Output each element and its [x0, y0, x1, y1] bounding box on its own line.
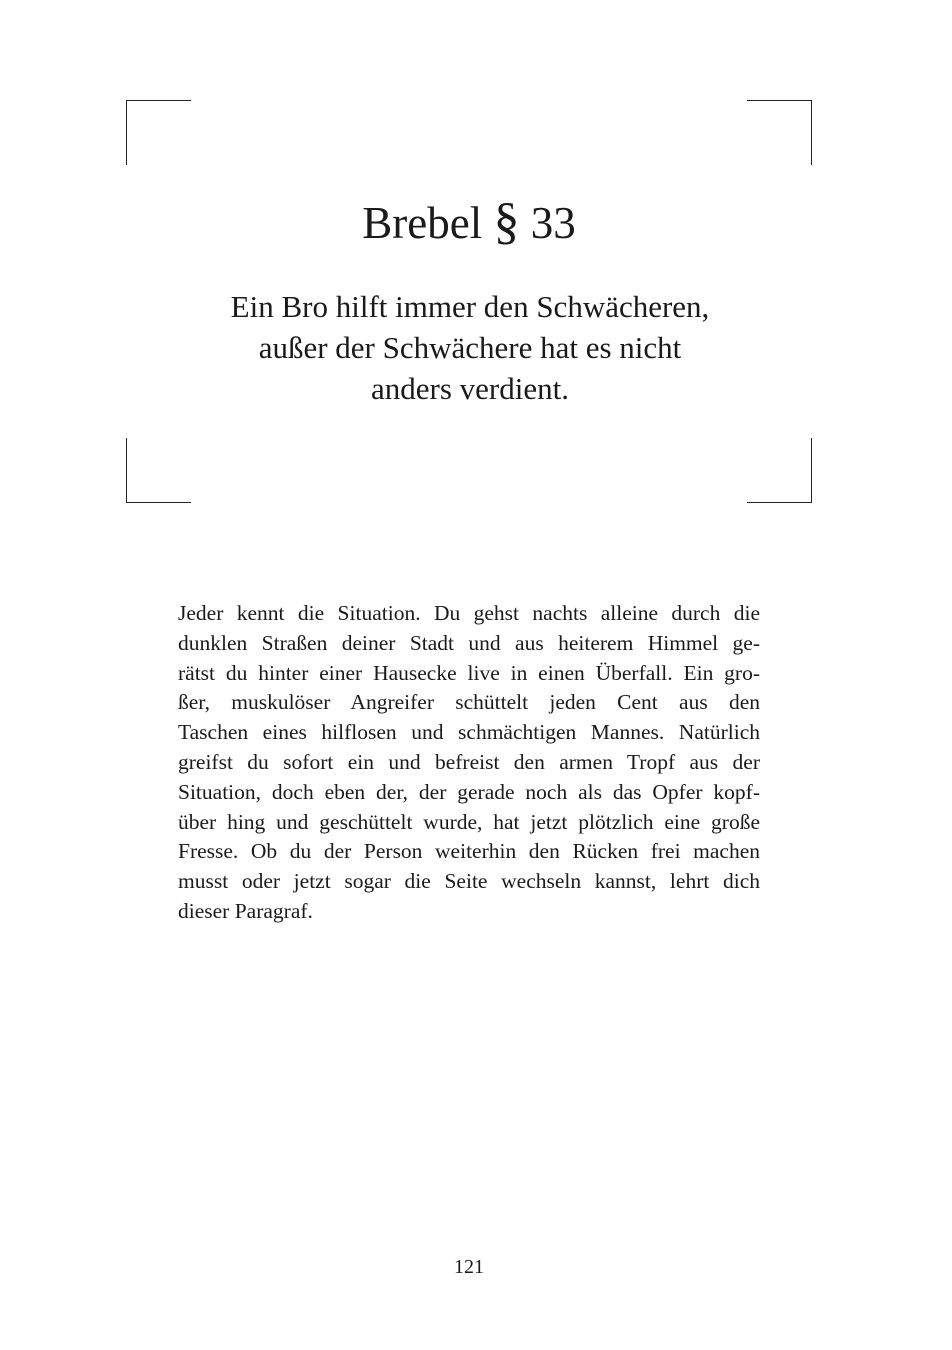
crop-mark-bottom-left [126, 438, 191, 503]
body-paragraph [178, 599, 760, 927]
body-line: Situation, doch eben der, der gerade noch als das Opfer kopf- [178, 779, 760, 804]
rule-statement [160, 286, 780, 409]
rule-line: anders verdient. [371, 371, 569, 406]
chapter-title [126, 192, 812, 253]
body-line: über hing und geschüttelt wurde, hat jetzt plötzlich eine große [178, 809, 760, 834]
body-line: dieser Paragraf. [178, 898, 313, 923]
body-line: dunklen Straßen deiner Stadt und aus heiterem Himmel ge- [178, 630, 760, 655]
body-line: Taschen eines hilflosen und schmächtigen Mannes. Natürlich [178, 720, 760, 745]
body-line: ßer, muskulöser Angreifer schüttelt jeden Cent aus den [178, 690, 760, 715]
rule-line: außer der Schwächere hat es nicht [258, 330, 682, 365]
page-number: 121 [454, 1256, 484, 1278]
crop-mark-top-left [126, 100, 191, 165]
body-line: Jeder kennt die Situation. Du gehst nachts alleine durch die [178, 601, 760, 625]
body-line: rätst du hinter einer Hausecke live in einen Überfall. Ein gro- [178, 660, 760, 685]
section-sign: § [493, 193, 520, 250]
title-prefix: Brebel [362, 198, 483, 248]
body-line: Fresse. Ob du der Person weiterhin den Rücken frei machen [178, 839, 760, 864]
rule-line: Ein Bro hilft immer den Schwächeren, [230, 289, 710, 324]
body-line: musst oder jetzt sogar die Seite wechseln kannst, lehrt dich [178, 869, 760, 894]
section-number: 33 [530, 198, 576, 248]
body-line: greifst du sofort ein und befreist den armen Tropf aus der [178, 749, 760, 774]
crop-mark-bottom-right [747, 438, 812, 503]
crop-mark-top-right [747, 100, 812, 165]
